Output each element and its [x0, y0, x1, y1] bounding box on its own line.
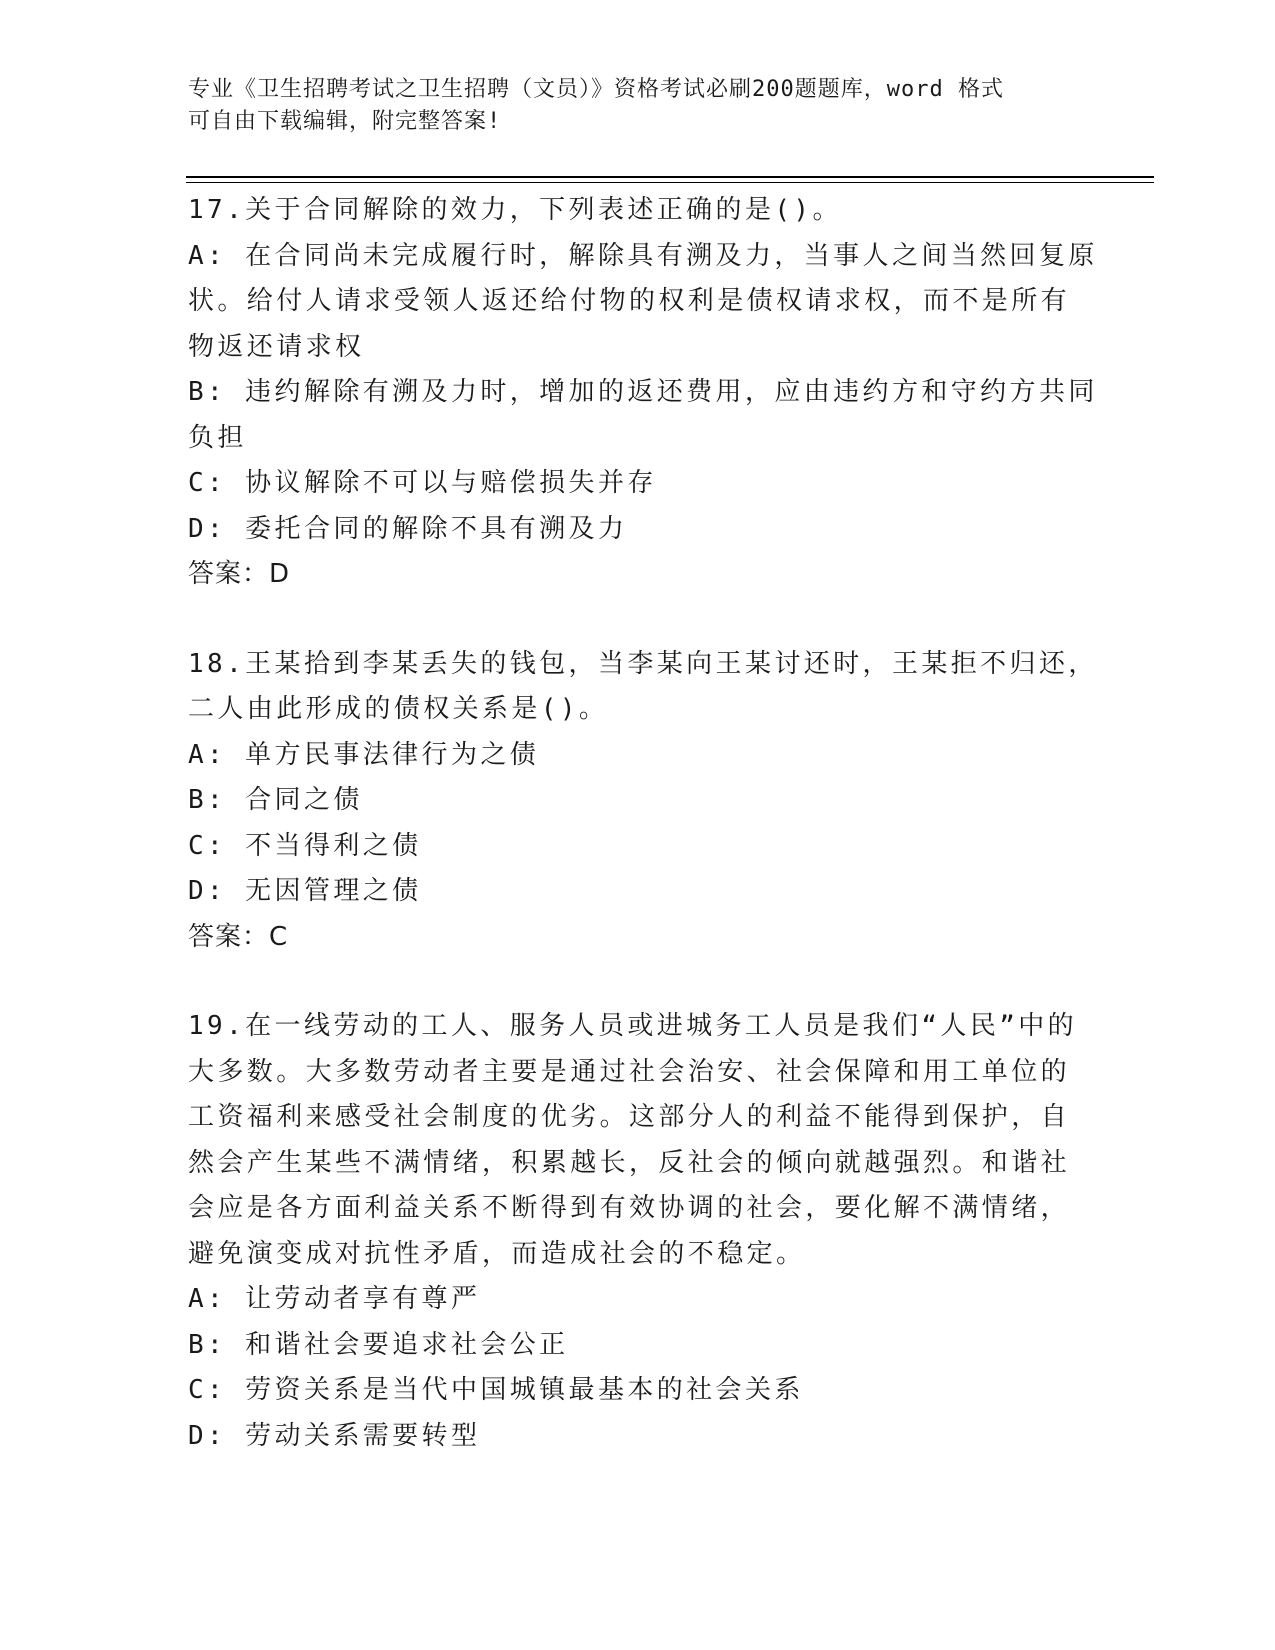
spacer: [188, 598, 1088, 642]
option-d: D: 委托合同的解除不具有溯及力: [188, 513, 628, 544]
header-line: 专业《卫生招聘考试之卫生招聘（文员）》资格考试必刷200题题库，word 格式: [188, 77, 1004, 102]
option-b: B: 和谐社会要追求社会公正: [188, 1329, 569, 1360]
option-d: D: 劳动关系需要转型: [188, 1420, 481, 1451]
question-stem: 17.关于合同解除的效力，下列表述正确的是()。: [188, 195, 842, 225]
option-b: B: 违约解除有溯及力时，增加的返还费用，应由违约方和守约方共同 负担: [188, 377, 1098, 453]
option-c: C: 劳资关系是当代中国城镇最基本的社会关系: [188, 1375, 804, 1405]
question-stem: 18.王某拾到李某丢失的钱包，当李某向王某讨还时，王某拒不归还， 二人由此形成的债权关系是()。: [188, 648, 1098, 724]
document-header: [188, 74, 1078, 138]
option-c: C: 协议解除不可以与赔偿损失并存: [188, 468, 657, 498]
header-divider-thin: [186, 182, 1154, 183]
spacer: [188, 960, 1088, 1004]
question-block: [188, 188, 1098, 598]
question-block: [188, 1004, 1088, 1459]
question-block: [188, 642, 1098, 961]
question-list: [188, 188, 1098, 1459]
header-divider: [186, 176, 1154, 178]
option-a: A: 在合同尚未完成履行时，解除具有溯及力，当事人之间当然回复原 状。给付人请求受领人返还给付物的权利是债权请求权，而不是所有 物返还请求权: [188, 240, 1098, 362]
question-stem: 19.在一线劳动的工人、服务人员或进城务工人员是我们“人民”中的 大多数。大多数劳动者主要是通过社会治安、社会保障和用工单位的 工资福利来感受社会制度的优劣。这部分人的利益不能得到保护，自 然会产生某些不满情绪，积累越长，反社会的倾向就越强烈。和谐社 会应是各方面利益关系不断得到有效协调的社会，要化解不满情绪， 避免演变成对抗性矛盾，而造成社会的不稳定。: [188, 1011, 1078, 1269]
option-a: A: 单方民事法律行为之债: [188, 739, 540, 770]
option-a: A: 让劳动者享有尊严: [188, 1284, 481, 1314]
header-line: 可自由下载编辑，附完整答案!: [188, 109, 502, 134]
option-b: B: 合同之债: [188, 785, 363, 815]
answer-line: 答案：C: [188, 921, 289, 952]
option-c: C: 不当得利之债: [188, 830, 422, 861]
option-d: D: 无因管理之债: [188, 876, 422, 906]
answer-line: 答案：D: [188, 559, 291, 589]
